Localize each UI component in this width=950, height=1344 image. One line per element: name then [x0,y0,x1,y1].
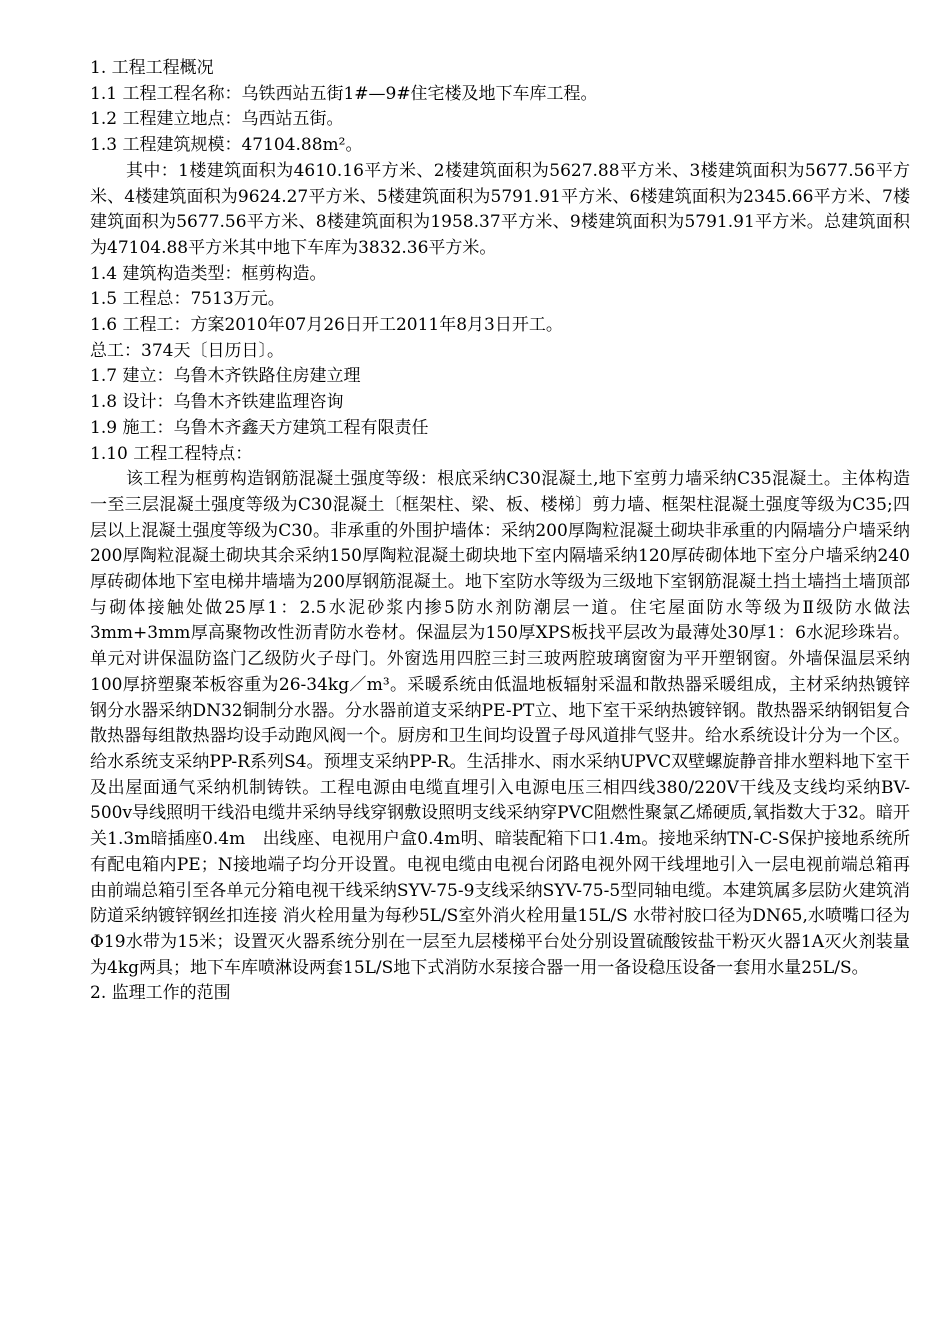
section-heading-2: 2. 监理工作的范围 [90,983,231,1004]
total-duration-line: 总工：374天〔日历日〕。 [90,340,284,361]
contractor-line: 1.9 施工：乌鲁木齐鑫天方建筑工程有限责任 [90,417,429,438]
project-location-line: 1.2 工程建立地点：乌西站五街。 [90,109,344,130]
designer-line: 1.8 设计：乌鲁木齐铁建监理咨询 [90,392,344,413]
builder-line: 1.7 建立：乌鲁木齐铁路住房建立理 [90,366,361,387]
section-heading: 1. 工程工程概况 [90,58,214,78]
document-page [90,56,910,1007]
project-name-line: 1.1 工程工程名称：乌铁西站五街1#—9#住宅楼及地下车库工程。 [90,83,598,104]
structure-type-line: 1.4 建筑构造类型：框剪构造。 [90,263,327,284]
project-schedule-line: 1.6 工程工：方案2010年07月26日开工2011年8月3日开工。 [90,315,563,336]
project-cost-line: 1.5 工程总：7513万元。 [90,289,285,310]
features-paragraph: 该工程为框剪构造钢筋混凝土强度等级：根底采纳C30混凝土,地下室剪力墙采纳C35混凝土。主体构造一至三层混凝土强度等级为C30混凝土〔框架柱、梁、板、楼梯〕剪力墙、框架柱混凝土强度等级为C35;四层以上混凝土强度等级为C30。非承重的外围护墙体：采纳200厚陶粒混凝土砌块非承重的内隔墙分户墙采纳200厚陶粒混凝土砌块其余采纳150厚陶粒混凝土砌块地下室内隔墙采纳120厚砖砌体地下室分户墙采纳240厚砖砌体地下室电梯井墙墙为200厚钢筋混凝土。地下室防水等级为三级地下室钢筋混凝土挡土墙挡土墙顶部与砌体接触处做25厚1：2.5水泥砂浆内掺5防水剂防潮层一道。住宅屋面防水等级为Ⅱ级防水做法3mm+3mm厚高聚物改性沥青防水卷材。保温层为150厚XPS板找平层改为最薄处30厚1：6水泥珍珠岩。单元对讲保温防盗门乙级防火子母门。外窗选用四腔三封三玻两腔玻璃窗窗为平开塑钢窗。外墙保温层采纳100厚挤塑聚苯板容重为26-34kg／m³。采暖系统由低温地板辐射采温和散热器采暖组成，主材采纳热镀锌钢分水器采纳DN32铜制分水器。分水器前道支采纳PE-PT立、地下室干采纳热镀锌钢。散热器采纳钢铝复合散热器每组散热器均设手动跑风阀一个。厨房和卫生间均设置子母风道排气竖井。给水系统设计分为一个区。给水系统支采纳PP-R系列S4。预埋支采纳PP-R。生活排水、雨水采纳UPVC双壁螺旋静音排水塑料地下室干及出屋面通气采纳机制铸铁。工程电源由电缆直埋引入电源电压三相四线380/220V干线及支线均采纳BV-500v导线照明干线沿电缆井采纳导线穿钢敷设照明支线采纳穿PVC阻燃性聚氯乙烯硬质,氧指数大于32。暗开关1.3m暗插座0.4m 出线座、电视用户盒0.4m明、暗装配箱下口1.4m。接地采纳TN-C-S保护接地系统所有配电箱内PE；N接地端子均分开设置。电视电缆由电视台闭路电视外网干线埋地引入一层电视前端总箱再由前端总箱引至各单元分箱电视干线采纳SYV-75-9支线采纳SYV-75-5型同轴电缆。本建筑属多层防火建筑消防道采纳镀锌钢丝扣连接 消火栓用量为每秒5L/S室外消火栓用量15L/S 水带衬胶口径为DN65,水喷嘴口径为Φ19水带为15米；设置灭火器系统分别在一层至九层楼梯平台处分别设置硫酸铵盐干粉灭火器1A灭火剂装量为4kg两具；地下车库喷淋设两套15L/S地下式消防水泵接合器一用一备设稳压设备一套用水量25L/S。 [90,469,910,978]
features-heading: 1.10 工程工程特点： [90,443,253,464]
project-scale-line: 1.3 工程建筑规模：47104.88m²。 [90,135,363,156]
building-areas-paragraph: 其中：1楼建筑面积为4610.16平方米、2楼建筑面积为5627.88平方米、3楼建筑面积为5677.56平方米、4楼建筑面积为9624.27平方米、5楼建筑面积为5791.91平方米、6楼建筑面积为2345.66平方米、7楼建筑面积为5677.56平方米、8楼建筑面积为1958.37平方米、9楼建筑面积为5791.91平方米。总建筑面积为47104.88平方米其中地下车库为3832.36平方米。 [90,160,910,258]
